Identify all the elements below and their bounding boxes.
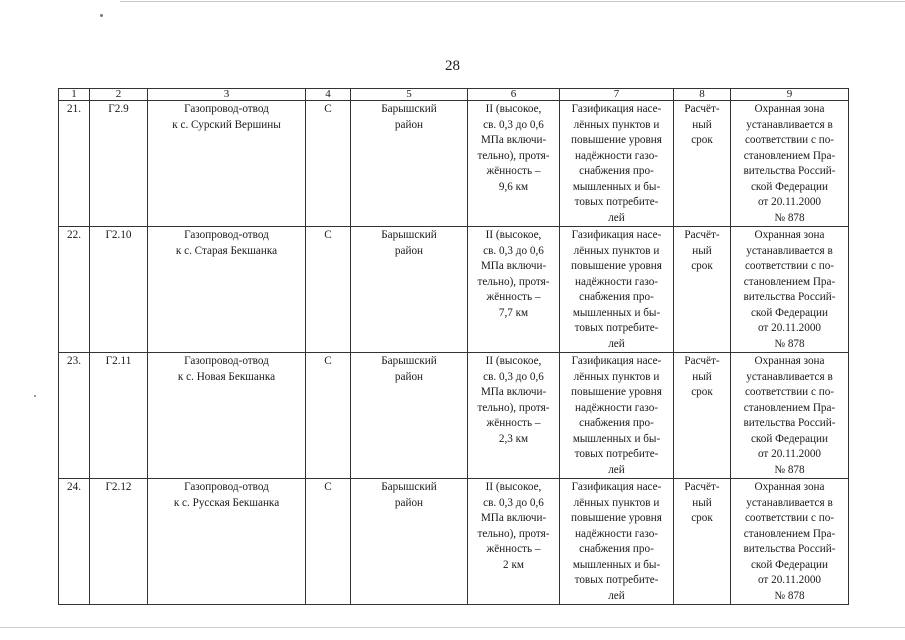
purpose: Газификация насе- лённых пунктов и повышение уровня надёжности газо- снабжения про- мышленных и бы- товых потребите- лей	[560, 479, 674, 605]
scan-edge-top	[120, 1, 905, 2]
col-header-7: 7	[560, 89, 674, 101]
term: Расчёт- ный срок	[674, 101, 731, 227]
term: Расчёт- ный срок	[674, 353, 731, 479]
scan-edge-bottom	[0, 627, 905, 628]
district: Барышский район	[351, 479, 468, 605]
scan-speck	[100, 14, 103, 17]
col-header-2: 2	[90, 89, 148, 101]
parameters: II (высокое, св. 0,3 до 0,6 МПа включи- тельно), протя- жённость – 2 км	[468, 479, 560, 605]
row-number: 23.	[59, 353, 90, 479]
row-number: 22.	[59, 227, 90, 353]
header-row	[59, 89, 849, 101]
term: Расчёт- ный срок	[674, 479, 731, 605]
col-header-1: 1	[59, 89, 90, 101]
table-row	[59, 101, 849, 227]
purpose: Газификация насе- лённых пунктов и повышение уровня надёжности газо- снабжения про- мышленных и бы- товых потребите- лей	[560, 101, 674, 227]
district: Барышский район	[351, 101, 468, 227]
protection-zone: Охранная зона устанавливается в соответствии с по- становлением Пра- вительства Россий- ской Федерации от 20.11.2000 № 878	[731, 479, 849, 605]
object-type: С	[306, 353, 351, 479]
col-header-5: 5	[351, 89, 468, 101]
district: Барышский район	[351, 353, 468, 479]
parameters: II (высокое, св. 0,3 до 0,6 МПа включи- тельно), протя- жённость – 7,7 км	[468, 227, 560, 353]
district: Барышский район	[351, 227, 468, 353]
object-code: Г2.9	[90, 101, 148, 227]
object-name: Газопровод-отвод к с. Русская Бекшанка	[148, 479, 306, 605]
term: Расчёт- ный срок	[674, 227, 731, 353]
object-name: Газопровод-отвод к с. Сурский Вершины	[148, 101, 306, 227]
table-row	[59, 479, 849, 605]
col-header-4: 4	[306, 89, 351, 101]
col-header-9: 9	[731, 89, 849, 101]
parameters: II (высокое, св. 0,3 до 0,6 МПа включи- тельно), протя- жённость – 2,3 км	[468, 353, 560, 479]
protection-zone: Охранная зона устанавливается в соответствии с по- становлением Пра- вительства Россий- ской Федерации от 20.11.2000 № 878	[731, 227, 849, 353]
object-type: С	[306, 227, 351, 353]
row-number: 21.	[59, 101, 90, 227]
page-number: 28	[445, 58, 460, 74]
row-number: 24.	[59, 479, 90, 605]
purpose: Газификация насе- лённых пунктов и повышение уровня надёжности газо- снабжения про- мышленных и бы- товых потребите- лей	[560, 353, 674, 479]
object-name: Газопровод-отвод к с. Старая Бекшанка	[148, 227, 306, 353]
col-header-3: 3	[148, 89, 306, 101]
registry-table	[58, 88, 849, 605]
parameters: II (высокое, св. 0,3 до 0,6 МПа включи- тельно), протя- жённость – 9,6 км	[468, 101, 560, 227]
object-type: С	[306, 479, 351, 605]
col-header-8: 8	[674, 89, 731, 101]
col-header-6: 6	[468, 89, 560, 101]
table-row	[59, 353, 849, 479]
protection-zone: Охранная зона устанавливается в соответствии с по- становлением Пра- вительства Россий- ской Федерации от 20.11.2000 № 878	[731, 101, 849, 227]
object-type: С	[306, 101, 351, 227]
table-row	[59, 227, 849, 353]
purpose: Газификация насе- лённых пунктов и повышение уровня надёжности газо- снабжения про- мышленных и бы- товых потребите- лей	[560, 227, 674, 353]
object-code: Г2.10	[90, 227, 148, 353]
protection-zone: Охранная зона устанавливается в соответствии с по- становлением Пра- вительства Россий- ской Федерации от 20.11.2000 № 878	[731, 353, 849, 479]
object-code: Г2.11	[90, 353, 148, 479]
object-name: Газопровод-отвод к с. Новая Бекшанка	[148, 353, 306, 479]
object-code: Г2.12	[90, 479, 148, 605]
scan-speck	[34, 395, 36, 397]
